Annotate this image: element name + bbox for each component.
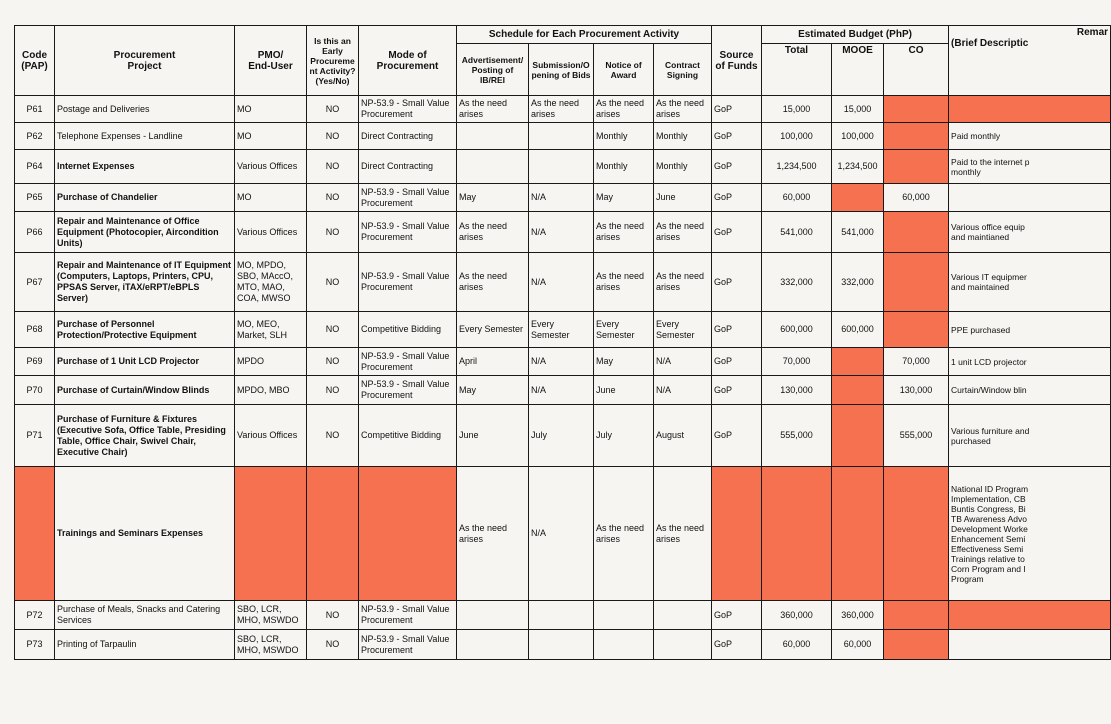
cell-sub	[529, 601, 594, 630]
cell-mooe: 541,000	[832, 212, 884, 253]
cell-total: 555,000	[762, 405, 832, 467]
cell-mode: NP-53.9 - Small Value Procurement	[359, 601, 457, 630]
cell-pmo: Various Offices	[235, 212, 307, 253]
cell-project: Purchase of Curtain/Window Blinds	[55, 376, 235, 405]
cell-early: NO	[307, 253, 359, 312]
cell-total: 70,000	[762, 348, 832, 376]
cell-project: Purchase of 1 Unit LCD Projector	[55, 348, 235, 376]
cell-co	[884, 467, 949, 601]
cell-remarks	[949, 630, 1111, 660]
cell-notice: As the need arises	[594, 467, 654, 601]
cell-contract: As the need arises	[654, 96, 712, 123]
cell-adv: As the need arises	[457, 253, 529, 312]
cell-adv: As the need arises	[457, 212, 529, 253]
header-sub: Submission/O pening of Bids	[529, 44, 594, 96]
cell-mode: Direct Contracting	[359, 150, 457, 184]
cell-notice: Every Semester	[594, 312, 654, 348]
cell-co	[884, 123, 949, 150]
cell-remarks: Various IT equipmer and maintained	[949, 253, 1111, 312]
cell-mooe: 332,000	[832, 253, 884, 312]
cell-code: P68	[15, 312, 55, 348]
cell-contract: Every Semester	[654, 312, 712, 348]
cell-source: GoP	[712, 376, 762, 405]
cell-notice	[594, 630, 654, 660]
cell-code: P72	[15, 601, 55, 630]
cell-sub: Every Semester	[529, 312, 594, 348]
header-contract: Contract Signing	[654, 44, 712, 96]
cell-remarks	[949, 184, 1111, 212]
cell-co: 60,000	[884, 184, 949, 212]
cell-notice: As the need arises	[594, 96, 654, 123]
cell-mooe: 600,000	[832, 312, 884, 348]
cell-early: NO	[307, 348, 359, 376]
cell-contract: June	[654, 184, 712, 212]
cell-sub: July	[529, 405, 594, 467]
cell-early: NO	[307, 150, 359, 184]
cell-notice: As the need arises	[594, 212, 654, 253]
cell-adv: May	[457, 376, 529, 405]
cell-adv	[457, 150, 529, 184]
cell-notice: May	[594, 184, 654, 212]
cell-mooe	[832, 467, 884, 601]
cell-mooe	[832, 184, 884, 212]
cell-sub: N/A	[529, 376, 594, 405]
cell-source: GoP	[712, 253, 762, 312]
cell-code: P64	[15, 150, 55, 184]
cell-project: Purchase of Personnel Protection/Protective Equipment	[55, 312, 235, 348]
cell-adv: As the need arises	[457, 96, 529, 123]
cell-mode: Competitive Bidding	[359, 312, 457, 348]
cell-project: Purchase of Chandelier	[55, 184, 235, 212]
cell-pmo: MO	[235, 96, 307, 123]
cell-pmo: MPDO, MBO	[235, 376, 307, 405]
cell-co: 130,000	[884, 376, 949, 405]
cell-pmo: MPDO	[235, 348, 307, 376]
cell-project: Repair and Maintenance of Office Equipment (Photocopier, Aircondition Units)	[55, 212, 235, 253]
cell-project: Trainings and Seminars Expenses	[55, 467, 235, 601]
cell-sub: N/A	[529, 467, 594, 601]
cell-mooe	[832, 348, 884, 376]
cell-remarks: Paid to the internet p monthly	[949, 150, 1111, 184]
cell-early: NO	[307, 376, 359, 405]
cell-sub: N/A	[529, 212, 594, 253]
header-budget: Estimated Budget (PhP)	[762, 26, 949, 44]
header-adv: Advertisement/ Posting of IB/REI	[457, 44, 529, 96]
table-row	[15, 376, 1111, 405]
cell-sub: As the need arises	[529, 96, 594, 123]
cell-adv: As the need arises	[457, 467, 529, 601]
table-row	[15, 312, 1111, 348]
cell-early: NO	[307, 312, 359, 348]
cell-project: Telephone Expenses - Landline	[55, 123, 235, 150]
cell-pmo: MO, MPDO, SBO, MAccO, MTO, MAO, COA, MWSO	[235, 253, 307, 312]
table-row	[15, 601, 1111, 630]
cell-co	[884, 601, 949, 630]
cell-co	[884, 630, 949, 660]
cell-pmo: MO, MEO, Market, SLH	[235, 312, 307, 348]
cell-sub: N/A	[529, 348, 594, 376]
cell-source: GoP	[712, 348, 762, 376]
table-row	[15, 467, 1111, 601]
procurement-plan-page	[14, 25, 1109, 675]
cell-remarks: 1 unit LCD projector	[949, 348, 1111, 376]
cell-mode: NP-53.9 - Small Value Procurement	[359, 212, 457, 253]
cell-code: P69	[15, 348, 55, 376]
cell-notice: Monthly	[594, 150, 654, 184]
cell-pmo: MO	[235, 123, 307, 150]
table-row	[15, 253, 1111, 312]
cell-remarks: Various furniture and purchased	[949, 405, 1111, 467]
cell-contract: August	[654, 405, 712, 467]
cell-mooe	[832, 405, 884, 467]
cell-co	[884, 312, 949, 348]
table-row	[15, 212, 1111, 253]
cell-sub: N/A	[529, 184, 594, 212]
cell-mooe: 100,000	[832, 123, 884, 150]
cell-source: GoP	[712, 123, 762, 150]
header-total: Total	[762, 44, 832, 96]
cell-mooe: 360,000	[832, 601, 884, 630]
cell-sub	[529, 123, 594, 150]
header-notice: Notice of Award	[594, 44, 654, 96]
cell-adv: Every Semester	[457, 312, 529, 348]
header-remarks-title: Remar	[1076, 27, 1109, 38]
cell-mode: Direct Contracting	[359, 123, 457, 150]
cell-co: 70,000	[884, 348, 949, 376]
cell-co: 555,000	[884, 405, 949, 467]
cell-mode: NP-53.9 - Small Value Procurement	[359, 253, 457, 312]
cell-code: P62	[15, 123, 55, 150]
cell-pmo: Various Offices	[235, 150, 307, 184]
cell-adv	[457, 601, 529, 630]
cell-total: 130,000	[762, 376, 832, 405]
cell-source: GoP	[712, 601, 762, 630]
table-header	[15, 26, 1111, 96]
cell-remarks	[949, 96, 1111, 123]
cell-sub: N/A	[529, 253, 594, 312]
cell-total: 541,000	[762, 212, 832, 253]
cell-mooe: 1,234,500	[832, 150, 884, 184]
cell-notice	[594, 601, 654, 630]
cell-total: 15,000	[762, 96, 832, 123]
cell-mooe: 15,000	[832, 96, 884, 123]
cell-mode: NP-53.9 - Small Value Procurement	[359, 96, 457, 123]
cell-project: Purchase of Meals, Snacks and Catering Services	[55, 601, 235, 630]
cell-total: 360,000	[762, 601, 832, 630]
cell-contract: As the need arises	[654, 467, 712, 601]
cell-contract: N/A	[654, 376, 712, 405]
cell-total: 100,000	[762, 123, 832, 150]
cell-mooe: 60,000	[832, 630, 884, 660]
table-row	[15, 184, 1111, 212]
cell-early: NO	[307, 405, 359, 467]
cell-co	[884, 150, 949, 184]
cell-early	[307, 467, 359, 601]
cell-early: NO	[307, 601, 359, 630]
cell-contract	[654, 601, 712, 630]
table-row	[15, 150, 1111, 184]
cell-mode: Competitive Bidding	[359, 405, 457, 467]
header-project: Procurement Project	[55, 26, 235, 96]
cell-code: P73	[15, 630, 55, 660]
cell-contract	[654, 630, 712, 660]
cell-early: NO	[307, 123, 359, 150]
cell-source: GoP	[712, 184, 762, 212]
header-mode: Mode of Procurement	[359, 26, 457, 96]
cell-total: 600,000	[762, 312, 832, 348]
header-early: Is this an Early Procureme nt Activity? (Yes/No)	[307, 26, 359, 96]
header-remarks	[949, 26, 1111, 96]
cell-project: Postage and Deliveries	[55, 96, 235, 123]
cell-remarks	[949, 601, 1111, 630]
cell-sub	[529, 630, 594, 660]
header-source: Source of Funds	[712, 26, 762, 96]
cell-notice: July	[594, 405, 654, 467]
cell-pmo: SBO, LCR, MHO, MSWDO	[235, 630, 307, 660]
cell-source: GoP	[712, 312, 762, 348]
cell-pmo: MO	[235, 184, 307, 212]
cell-code	[15, 467, 55, 601]
cell-contract: As the need arises	[654, 253, 712, 312]
cell-mode: NP-53.9 - Small Value Procurement	[359, 376, 457, 405]
cell-code: P61	[15, 96, 55, 123]
cell-co	[884, 212, 949, 253]
cell-project: Purchase of Furniture & Fixtures (Executive Sofa, Office Table, Presiding Table, Office Chair, Swivel Chair, Executive Chair)	[55, 405, 235, 467]
cell-adv: May	[457, 184, 529, 212]
header-schedule: Schedule for Each Procurement Activity	[457, 26, 712, 44]
table-row	[15, 348, 1111, 376]
header-remarks-sub: (Brief Descriptic	[951, 38, 1029, 49]
cell-source: GoP	[712, 630, 762, 660]
cell-project: Internet Expenses	[55, 150, 235, 184]
cell-pmo: Various Offices	[235, 405, 307, 467]
cell-mode: NP-53.9 - Small Value Procurement	[359, 630, 457, 660]
cell-mooe	[832, 376, 884, 405]
cell-notice: May	[594, 348, 654, 376]
cell-contract: Monthly	[654, 123, 712, 150]
cell-early: NO	[307, 212, 359, 253]
cell-pmo: SBO, LCR, MHO, MSWDO	[235, 601, 307, 630]
header-co: CO	[884, 44, 949, 96]
cell-sub	[529, 150, 594, 184]
procurement-table	[14, 25, 1111, 660]
table-row	[15, 405, 1111, 467]
cell-adv	[457, 630, 529, 660]
cell-adv	[457, 123, 529, 150]
cell-mode: NP-53.9 - Small Value Procurement	[359, 184, 457, 212]
table-row	[15, 96, 1111, 123]
cell-notice: June	[594, 376, 654, 405]
cell-remarks: National ID Program Implementation, CB Buntis Congress, Bi TB Awareness Advo Development Worke Enhancement Semi Effectiveness Semi Trainings relative to Corn Program and I Program	[949, 467, 1111, 601]
cell-contract: As the need arises	[654, 212, 712, 253]
cell-pmo	[235, 467, 307, 601]
cell-source: GoP	[712, 405, 762, 467]
cell-co	[884, 253, 949, 312]
cell-code: P66	[15, 212, 55, 253]
table-body	[15, 96, 1111, 660]
table-row	[15, 630, 1111, 660]
cell-code: P70	[15, 376, 55, 405]
cell-adv: June	[457, 405, 529, 467]
cell-code: P67	[15, 253, 55, 312]
cell-mode: NP-53.9 - Small Value Procurement	[359, 348, 457, 376]
table-row	[15, 123, 1111, 150]
cell-remarks: Paid monthly	[949, 123, 1111, 150]
cell-mode	[359, 467, 457, 601]
cell-early: NO	[307, 96, 359, 123]
cell-adv: April	[457, 348, 529, 376]
cell-remarks: PPE purchased	[949, 312, 1111, 348]
cell-project: Printing of Tarpaulin	[55, 630, 235, 660]
cell-total: 332,000	[762, 253, 832, 312]
header-mooe: MOOE	[832, 44, 884, 96]
cell-project: Repair and Maintenance of IT Equipment (Computers, Laptops, Printers, CPU, PPSAS Server, iTAX/eRPT/eBPLS Server)	[55, 253, 235, 312]
cell-total: 60,000	[762, 630, 832, 660]
cell-code: P65	[15, 184, 55, 212]
cell-total: 1,234,500	[762, 150, 832, 184]
header-pmo: PMO/ End-User	[235, 26, 307, 96]
cell-remarks: Curtain/Window blin	[949, 376, 1111, 405]
cell-total	[762, 467, 832, 601]
cell-source: GoP	[712, 96, 762, 123]
cell-source	[712, 467, 762, 601]
cell-contract: Monthly	[654, 150, 712, 184]
cell-remarks: Various office equip and maintianed	[949, 212, 1111, 253]
cell-co	[884, 96, 949, 123]
cell-early: NO	[307, 184, 359, 212]
cell-early: NO	[307, 630, 359, 660]
cell-source: GoP	[712, 212, 762, 253]
cell-contract: N/A	[654, 348, 712, 376]
cell-source: GoP	[712, 150, 762, 184]
cell-notice: As the need arises	[594, 253, 654, 312]
cell-code: P71	[15, 405, 55, 467]
cell-notice: Monthly	[594, 123, 654, 150]
header-code: Code (PAP)	[15, 26, 55, 96]
cell-total: 60,000	[762, 184, 832, 212]
